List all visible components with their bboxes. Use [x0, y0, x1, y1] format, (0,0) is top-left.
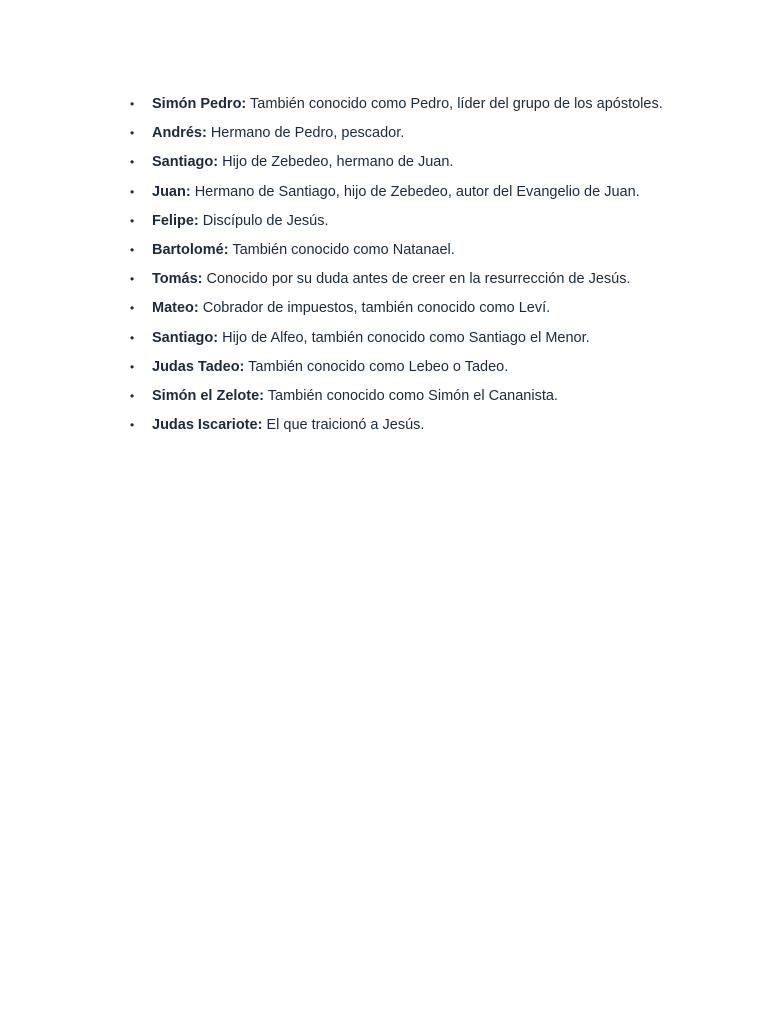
apostle-description: También conocido como Simón el Cananista. — [267, 387, 558, 404]
apostle-description: El que traicionó a Jesús. — [266, 417, 425, 434]
apostle-name: Juan: — [152, 183, 191, 200]
apostle-description: Hermano de Pedro, pescador. — [210, 125, 405, 142]
apostle-name: Simón el Zelote: — [152, 387, 264, 404]
bullet-icon: • — [130, 359, 135, 374]
apostle-name: Andrés: — [152, 125, 207, 142]
apostle-name: Judas Iscariote: — [152, 417, 263, 434]
list-item — [130, 298, 712, 319]
apostle-description: También conocido como Pedro, líder del grupo de los apóstoles. — [250, 96, 663, 112]
bullet-icon: • — [130, 388, 135, 403]
list-item — [130, 94, 712, 115]
apostle-name: Simón Pedro: — [152, 96, 247, 112]
bullet-icon: • — [130, 213, 135, 228]
apostle-description: Discípulo de Jesús. — [202, 212, 329, 229]
apostle-description: Hermano de Santiago, hijo de Zebedeo, autor del Evangelio de Juan. — [194, 183, 640, 200]
apostle-description: También conocido como Lebeo o Tadeo. — [248, 358, 509, 375]
list-item — [130, 152, 712, 173]
list-item — [130, 269, 712, 290]
list-item — [130, 415, 712, 436]
list-item — [130, 123, 712, 144]
apostle-description: Conocido por su duda antes de creer en la resurrección de Jesús. — [206, 271, 631, 288]
apostle-name: Mateo: — [152, 300, 199, 317]
apostle-name: Tomás: — [152, 271, 203, 288]
apostle-name: Judas Tadeo: — [152, 358, 245, 375]
bullet-icon: • — [130, 272, 135, 287]
apostle-description: Cobrador de impuestos, también conocido como Leví. — [202, 300, 551, 317]
apostle-description: Hijo de Zebedeo, hermano de Juan. — [222, 154, 454, 171]
bullet-icon: • — [130, 242, 135, 257]
apostle-name: Santiago: — [152, 154, 219, 171]
bullet-icon: • — [130, 97, 135, 111]
bullet-icon: • — [130, 301, 135, 316]
bullet-icon: • — [130, 126, 135, 141]
bullet-icon: • — [130, 330, 135, 345]
list-item — [130, 211, 712, 232]
apostle-name: Bartolomé: — [152, 241, 229, 258]
list-item — [130, 328, 712, 349]
bullet-icon: • — [130, 155, 135, 170]
apostle-name: Felipe: — [152, 212, 199, 229]
apostle-name: Santiago: — [152, 329, 219, 346]
apostle-description: Hijo de Alfeo, también conocido como Santiago el Menor. — [222, 329, 590, 346]
list-item — [130, 240, 712, 261]
list-item — [130, 182, 712, 203]
list-item — [130, 357, 712, 378]
apostle-description: También conocido como Natanael. — [232, 241, 455, 258]
bullet-icon: • — [130, 184, 135, 199]
bullet-icon: • — [130, 418, 135, 433]
apostle-list — [108, 94, 712, 444]
list-item — [130, 386, 712, 407]
